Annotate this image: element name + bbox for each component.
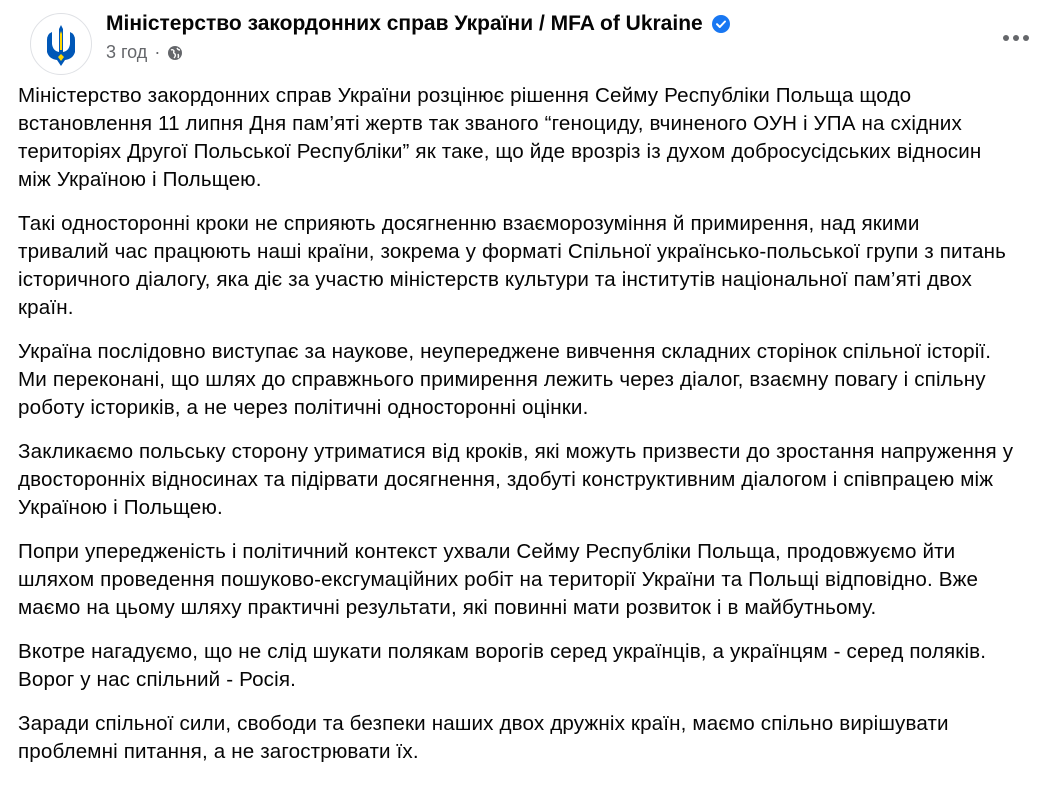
post-body xyxy=(18,82,1042,766)
post-paragraph: Закликаємо польську сторону утриматися від кроків, які можуть призвести до зростання напруження у двосторонніх відносинах та підірвати досягнення, здобуті конструктивним діалогом і співпрацею між Україною і Польщею. xyxy=(18,440,1014,519)
ukraine-trident-icon xyxy=(39,22,83,66)
verified-badge-icon xyxy=(712,15,730,33)
post-paragraph: Такі односторонні кроки не сприяють досягненню взаєморозуміння й примирення, над якими тривалий час працюють наші країни, зокрема у форматі Спільної українсько-польської групи з питань історичного діалогу, яка діє за участю міністерств культури та інститутів національної пам’яті двох країн. xyxy=(18,212,1007,319)
post-paragraph: Вкотре нагадуємо, що не слід шукати полякам ворогів серед українців, а українцям - серед поляків. Ворог у нас спільний - Росія. xyxy=(18,640,987,691)
post-paragraph: Попри упередженість і політичний контекст ухвали Сейму Республіки Польща, продовжуємо йти шляхом проведення пошуково-ексгумаційних робіт на території України та Польщі відповідно. Вже маємо на цьому шляху практичні результати, які повинні мати розвиток і в майбутньому. xyxy=(18,540,979,619)
post-timestamp[interactable]: 3 год xyxy=(106,42,148,62)
more-options-icon[interactable] xyxy=(994,20,1038,56)
post-paragraph: Заради спільної сили, свободи та безпеки наших двох дружніх країн, маємо спільно вирішувати проблемні питання, а не загострювати їх. xyxy=(18,712,949,763)
globe-icon[interactable] xyxy=(167,45,183,61)
page-name-text[interactable]: Міністерство закордонних справ України / MFA of Ukraine xyxy=(106,12,703,35)
page-avatar[interactable] xyxy=(30,13,92,75)
post-header xyxy=(18,0,1042,82)
more-dot xyxy=(1013,35,1019,41)
more-dot xyxy=(1023,35,1029,41)
post-paragraph: Міністерство закордонних справ України розцінює рішення Сейму Республіки Польща щодо встановлення 11 липня Дня пам’яті жертв так званого “геноциду, вчиненого ОУН і УПА на східних територіях Другої Польської Республіки” як таке, що йде врозріз із духом добросусідських відносин між Україною і Польщею. xyxy=(18,84,982,191)
post-meta xyxy=(106,42,183,63)
meta-separator: · xyxy=(154,42,161,62)
post-paragraph: Україна послідовно виступає за наукове, неупереджене вивчення складних сторінок спільної історії. Ми переконані, що шлях до справжнього примирення лежить через діалог, взаємну повагу і спільну роботу істориків, а не через політичні односторонні оцінки. xyxy=(18,340,992,419)
more-dot xyxy=(1003,35,1009,41)
page-name[interactable] xyxy=(106,12,730,36)
